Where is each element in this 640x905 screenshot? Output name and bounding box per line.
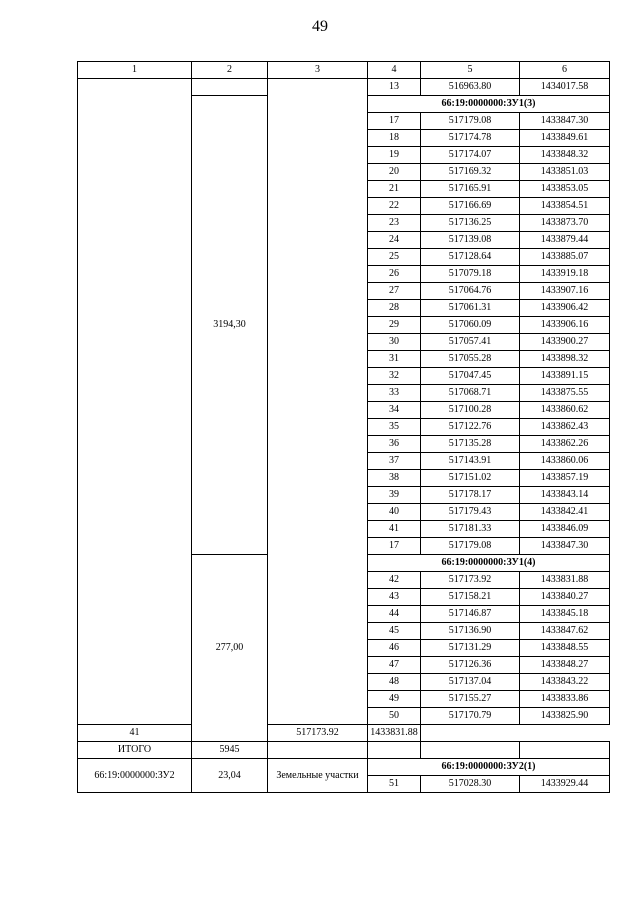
area-cell: 3194,30 xyxy=(192,96,268,555)
coord-y: 1433846.09 xyxy=(520,521,610,538)
coord-y: 1433875.55 xyxy=(520,385,610,402)
point-number: 42 xyxy=(368,572,421,589)
header-cell: 2 xyxy=(192,62,268,79)
header-cell: 5 xyxy=(421,62,520,79)
coord-x: 517179.08 xyxy=(421,538,520,555)
parcel2-area: 23,04 xyxy=(192,759,268,793)
coord-x: 517122.76 xyxy=(421,419,520,436)
coord-y: 1433831.88 xyxy=(520,572,610,589)
coord-x: 517139.08 xyxy=(421,232,520,249)
coord-x: 517064.76 xyxy=(421,283,520,300)
coord-x: 517136.25 xyxy=(421,215,520,232)
parcel1-id-cell xyxy=(78,79,192,725)
coord-x: 517151.02 xyxy=(421,470,520,487)
coord-y: 1433900.27 xyxy=(520,334,610,351)
point-number: 41 xyxy=(78,725,192,742)
coord-x: 517181.33 xyxy=(421,521,520,538)
point-number: 51 xyxy=(368,776,421,793)
coord-x: 517061.31 xyxy=(421,300,520,317)
point-number: 24 xyxy=(368,232,421,249)
coord-y: 1433847.30 xyxy=(520,538,610,555)
point-number: 29 xyxy=(368,317,421,334)
coord-y: 1433860.06 xyxy=(520,453,610,470)
coordinates-table xyxy=(77,61,610,793)
coord-x: 517055.28 xyxy=(421,351,520,368)
coord-x: 517174.78 xyxy=(421,130,520,147)
coord-y: 1433843.14 xyxy=(520,487,610,504)
coord-x: 517060.09 xyxy=(421,317,520,334)
coord-x: 517079.18 xyxy=(421,266,520,283)
header-cell: 4 xyxy=(368,62,421,79)
header-row xyxy=(78,62,610,79)
section-title: 66:19:0000000:ЗУ1(3) xyxy=(368,96,610,113)
coord-y: 1433843.22 xyxy=(520,674,610,691)
header-cell: 1 xyxy=(78,62,192,79)
coord-x: 517178.17 xyxy=(421,487,520,504)
coord-y: 1433853.05 xyxy=(520,181,610,198)
coord-x: 517170.79 xyxy=(421,708,520,725)
area-cell-blank xyxy=(192,79,268,96)
point-number: 26 xyxy=(368,266,421,283)
point-number: 28 xyxy=(368,300,421,317)
coord-x: 517155.27 xyxy=(421,691,520,708)
coord-y: 1433833.86 xyxy=(520,691,610,708)
point-number: 50 xyxy=(368,708,421,725)
point-number: 34 xyxy=(368,402,421,419)
point-number: 44 xyxy=(368,606,421,623)
coord-x: 517174.07 xyxy=(421,147,520,164)
point-number: 41 xyxy=(368,521,421,538)
coord-y: 1433873.70 xyxy=(520,215,610,232)
point-number: 46 xyxy=(368,640,421,657)
point-number: 21 xyxy=(368,181,421,198)
point-number: 49 xyxy=(368,691,421,708)
coord-y: 1433848.32 xyxy=(520,147,610,164)
coord-x: 517137.04 xyxy=(421,674,520,691)
coord-y: 1433845.18 xyxy=(520,606,610,623)
point-number: 36 xyxy=(368,436,421,453)
coord-y: 1433854.51 xyxy=(520,198,610,215)
coord-x: 517179.43 xyxy=(421,504,520,521)
coord-y: 1433919.18 xyxy=(520,266,610,283)
coord-x: 517143.91 xyxy=(421,453,520,470)
area-cell: 277,00 xyxy=(192,555,268,742)
coord-x: 517047.45 xyxy=(421,368,520,385)
point-number: 47 xyxy=(368,657,421,674)
coord-x: 517028.30 xyxy=(421,776,520,793)
point-number: 20 xyxy=(368,164,421,181)
coord-y: 1433857.19 xyxy=(520,470,610,487)
point-number: 17 xyxy=(368,113,421,130)
point-number: 31 xyxy=(368,351,421,368)
coord-x: 517173.92 xyxy=(268,725,368,742)
coord-y: 1433848.27 xyxy=(520,657,610,674)
coord-x: 517057.41 xyxy=(421,334,520,351)
point-number: 18 xyxy=(368,130,421,147)
section-row xyxy=(78,759,610,776)
section-title: 66:19:0000000:ЗУ1(4) xyxy=(368,555,610,572)
coord-x: 517068.71 xyxy=(421,385,520,402)
point-number: 32 xyxy=(368,368,421,385)
point-number: 33 xyxy=(368,385,421,402)
coord-x: 517100.28 xyxy=(421,402,520,419)
point-number: 25 xyxy=(368,249,421,266)
coord-y: 1433842.41 xyxy=(520,504,610,521)
point-number: 27 xyxy=(368,283,421,300)
coord-y: 1433906.16 xyxy=(520,317,610,334)
coord-y: 1433898.32 xyxy=(520,351,610,368)
parcel2-id: 66:19:0000000:ЗУ2 xyxy=(78,759,192,793)
coord-y: 1433885.07 xyxy=(520,249,610,266)
total-value: 5945 xyxy=(192,742,268,759)
coord-x: 517166.69 xyxy=(421,198,520,215)
point-number: 48 xyxy=(368,674,421,691)
header-cell: 6 xyxy=(520,62,610,79)
coord-y: 1433840.27 xyxy=(520,589,610,606)
total-row xyxy=(78,742,610,759)
coord-x: 517136.90 xyxy=(421,623,520,640)
coord-y: 1433906.42 xyxy=(520,300,610,317)
coord-y: 1433847.30 xyxy=(520,113,610,130)
parcel2-category: Земельные участки xyxy=(268,759,368,793)
point-number: 22 xyxy=(368,198,421,215)
point-number: 23 xyxy=(368,215,421,232)
total-label: ИТОГО xyxy=(78,742,192,759)
coord-y: 1433848.55 xyxy=(520,640,610,657)
empty-cell xyxy=(520,742,610,759)
coord-y: 1433851.03 xyxy=(520,164,610,181)
parcel1-category-cell xyxy=(268,79,368,725)
point-number: 45 xyxy=(368,623,421,640)
point-number: 43 xyxy=(368,589,421,606)
coord-y: 1433847.62 xyxy=(520,623,610,640)
coord-y: 1434017.58 xyxy=(520,79,610,96)
coord-x: 517146.87 xyxy=(421,606,520,623)
coord-y: 1433825.90 xyxy=(520,708,610,725)
point-number: 17 xyxy=(368,538,421,555)
coord-x: 517165.91 xyxy=(421,181,520,198)
coord-x: 516963.80 xyxy=(421,79,520,96)
section-title: 66:19:0000000:ЗУ2(1) xyxy=(368,759,610,776)
coord-x: 517128.64 xyxy=(421,249,520,266)
coord-x: 517131.29 xyxy=(421,640,520,657)
coord-y: 1433849.61 xyxy=(520,130,610,147)
coord-y: 1433879.44 xyxy=(520,232,610,249)
coord-y: 1433860.62 xyxy=(520,402,610,419)
coord-x: 517169.32 xyxy=(421,164,520,181)
point-number: 39 xyxy=(368,487,421,504)
point-number: 30 xyxy=(368,334,421,351)
table-row xyxy=(78,79,610,96)
coord-y: 1433929.44 xyxy=(520,776,610,793)
coord-x: 517126.36 xyxy=(421,657,520,674)
coord-y: 1433907.16 xyxy=(520,283,610,300)
empty-cell xyxy=(368,742,421,759)
point-number: 19 xyxy=(368,147,421,164)
coord-x: 517158.21 xyxy=(421,589,520,606)
coord-y: 1433891.15 xyxy=(520,368,610,385)
coord-x: 517179.08 xyxy=(421,113,520,130)
coord-x: 517135.28 xyxy=(421,436,520,453)
point-number: 13 xyxy=(368,79,421,96)
point-number: 37 xyxy=(368,453,421,470)
header-cell: 3 xyxy=(268,62,368,79)
empty-cell xyxy=(268,742,368,759)
empty-cell xyxy=(421,742,520,759)
coord-x: 517173.92 xyxy=(421,572,520,589)
coord-y: 1433831.88 xyxy=(368,725,421,742)
point-number: 40 xyxy=(368,504,421,521)
coord-y: 1433862.43 xyxy=(520,419,610,436)
page-number: 49 xyxy=(312,18,328,35)
coord-y: 1433862.26 xyxy=(520,436,610,453)
point-number: 38 xyxy=(368,470,421,487)
point-number: 35 xyxy=(368,419,421,436)
table-row xyxy=(78,725,610,742)
